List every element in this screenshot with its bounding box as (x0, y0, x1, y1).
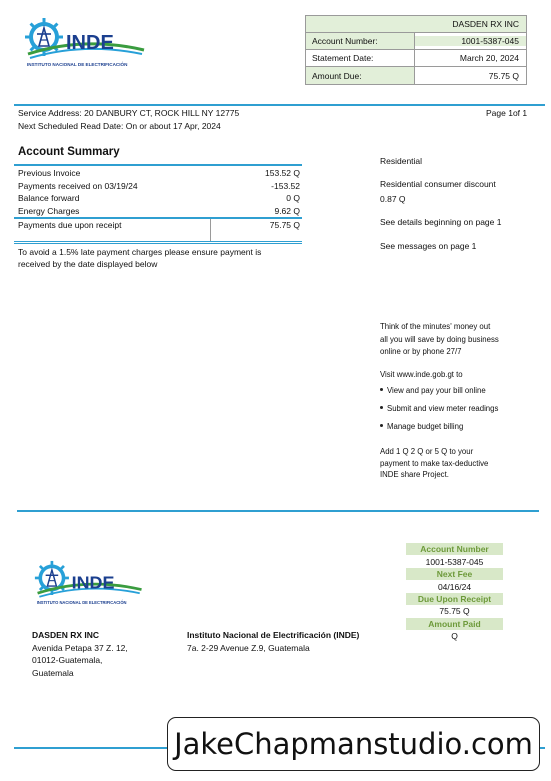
amount-due-value: 75.75 Q (415, 71, 526, 81)
account-number-value: 1001-5387-045 (415, 36, 526, 46)
coupon-customer-address-3: Guatemala (32, 668, 74, 678)
bullet-icon (380, 388, 383, 391)
summary-row-previous (18, 168, 300, 178)
logo-subtitle: INSTITUTO NACIONAL DE ELECTRIFICACIÓN (36, 599, 127, 605)
page-number: Page 1of 1 (486, 108, 528, 118)
watermark: JakeChapmanstudio.com (167, 717, 540, 771)
late-note-line-2: received by the date displayed below (18, 259, 158, 269)
promo-line-2: all you will save by doing business (380, 335, 499, 344)
total-value: 75.75 Q (269, 220, 300, 230)
customer-name-row (306, 16, 526, 33)
summary-top-line (14, 164, 302, 166)
total-label: Payments due upon receipt (18, 220, 122, 230)
summary-label: Previous Invoice (18, 168, 81, 178)
add-line-3: INDE share Project. (380, 470, 449, 479)
inde-logo-graphic (34, 557, 146, 607)
statement-date-row (306, 50, 526, 67)
coupon-company-name: Instituto Nacional de Electrificación (INDE) (187, 630, 360, 640)
bullet-item-pay (380, 386, 486, 395)
coupon-next-fee-label: Next Fee (406, 568, 503, 580)
bullet-icon (380, 424, 383, 427)
header-divider (14, 104, 545, 106)
summary-divider-vertical (210, 219, 211, 241)
bullet-text: View and pay your bill online (387, 386, 486, 395)
statement-date-value: March 20, 2024 (459, 53, 519, 63)
messages-note: See messages on page 1 (380, 241, 477, 251)
summary-bottom-line (14, 241, 302, 242)
logo-wordmark: INDE (66, 32, 114, 54)
coupon-due: 75.75 Q (439, 606, 470, 616)
discount-value: 0.87 Q (380, 194, 406, 204)
customer-name: DASDEN RX INC (452, 19, 519, 29)
coupon-account-number: 1001-5387-045 (425, 557, 484, 567)
bullet-icon (380, 406, 383, 409)
account-summary-title: Account Summary (18, 146, 120, 158)
coupon-customer-address-2: 01012-Guatemala, (32, 655, 103, 665)
inde-logo-coupon (34, 557, 146, 607)
late-note-line-1: To avoid a 1.5% late payment charges please ensure payment is (18, 247, 262, 257)
summary-row-payments (18, 181, 300, 191)
residential-label: Residential (380, 156, 423, 166)
account-number-row (306, 33, 526, 50)
summary-label: Balance forward (18, 193, 80, 203)
visit-line: Visit www.inde.gob.gt to (380, 370, 463, 379)
summary-label: Payments received on 03/19/24 (18, 181, 138, 191)
bullet-item-meter (380, 404, 498, 413)
summary-row-total (18, 220, 300, 230)
coupon-amount-paid-label: Amount Paid (406, 618, 503, 630)
account-info-table (305, 15, 527, 85)
summary-mid-line (14, 217, 302, 219)
summary-row-energy (18, 206, 300, 216)
add-line-2: payment to make tax-deductive (380, 459, 489, 468)
coupon-company-address: 7a. 2-29 Avenue Z.9, Guatemala (187, 643, 310, 653)
service-address: Service Address: 20 DANBURY CT, ROCK HILL NY 12775 (18, 108, 240, 118)
inde-logo-graphic (24, 14, 149, 69)
statement-date-label: Statement Date: (306, 50, 415, 66)
coupon-customer-name: DASDEN RX INC (32, 630, 100, 640)
summary-label: Energy Charges (18, 206, 80, 216)
summary-row-balance (18, 193, 300, 203)
details-note: See details beginning on page 1 (380, 217, 502, 227)
coupon-customer-address-1: Avenida Petapa 37 Z. 12, (32, 643, 128, 653)
account-number-label: Account Number: (306, 33, 415, 49)
summary-bottom-line-2 (14, 243, 302, 244)
summary-value: 0 Q (286, 193, 300, 203)
coupon-next-fee: 04/16/24 (437, 582, 472, 592)
promo-line-3: online or by phone 27/7 (380, 347, 462, 356)
amount-due-row (306, 67, 526, 84)
discount-label: Residential consumer discount (380, 179, 496, 189)
next-read-date: Next Scheduled Read Date: On or about 17 Apr, 2024 (18, 121, 221, 131)
bullet-text: Submit and view meter readings (387, 404, 499, 413)
logo-wordmark: INDE (71, 572, 115, 593)
bullet-item-budget (380, 422, 463, 431)
coupon-due-label: Due Upon Receipt (406, 593, 503, 605)
summary-value: 153.52 Q (265, 168, 300, 178)
add-line-1: Add 1 Q 2 Q or 5 Q to your (380, 447, 474, 456)
logo-subtitle: INSTITUTO NACIONAL DE ELECTRIFICACIÓN (27, 62, 128, 67)
coupon-divider (17, 510, 539, 512)
summary-value: -153.52 (271, 181, 300, 191)
coupon-account-number-label: Account Number (406, 543, 503, 555)
amount-due-label: Amount Due: (306, 67, 415, 84)
coupon-amount-paid-field[interactable]: Q (451, 631, 458, 641)
inde-logo (24, 14, 149, 69)
summary-value: 9.62 Q (274, 206, 300, 216)
bullet-text: Manage budget billing (387, 422, 464, 431)
promo-line-1: Think of the minutes' money out (380, 322, 491, 331)
